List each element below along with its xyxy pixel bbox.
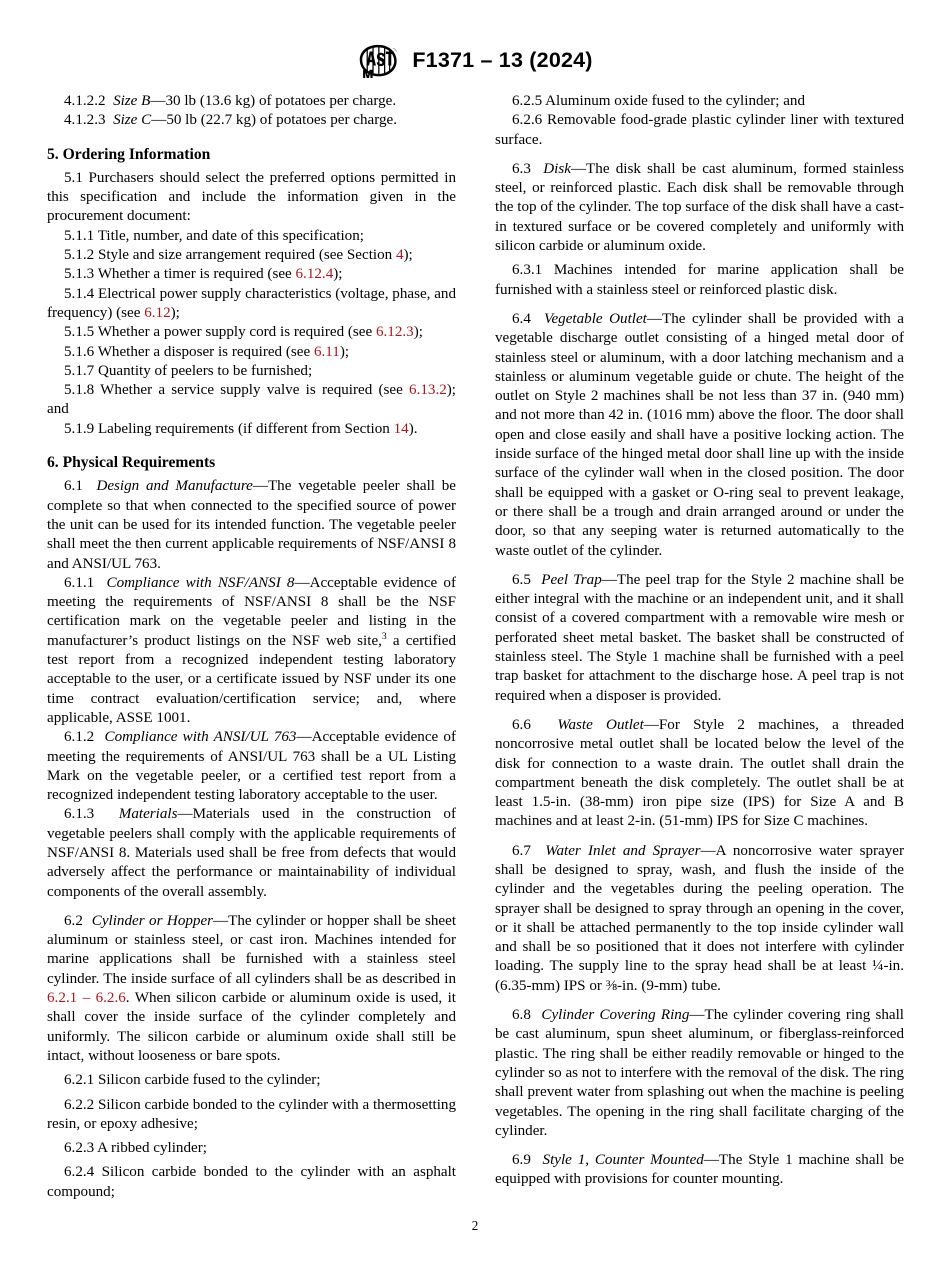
clause-text: 5.1.2 Style and size arrangement required (see Section xyxy=(64,247,396,264)
clause-term: Materials xyxy=(118,806,178,823)
paragraph-6-1-3 xyxy=(47,805,456,901)
clause-number: 6.4 xyxy=(512,310,531,327)
clause-body: —50 lb (22.7 kg) of potatoes per charge. xyxy=(151,112,397,129)
clause-text-tail: ); xyxy=(339,343,350,360)
clause-term: Compliance with ANSI/UL 763 xyxy=(104,729,297,746)
paragraph-6-4 xyxy=(495,310,904,561)
clause-body-part-b: a certified test report from a recognized independent testing laboratory acceptable to the user, or a certificate issued by NSF under its one time contract evaluation/certification service; and, where applicable, ASSE 1001. xyxy=(47,632,456,726)
spacer xyxy=(495,150,904,160)
spacer xyxy=(495,832,904,842)
left-column xyxy=(47,92,457,1200)
paragraph-4-1-2-3 xyxy=(47,111,456,130)
spacer xyxy=(47,902,456,912)
clause-body: —30 lb (13.6 kg) of potatoes per charge. xyxy=(150,93,397,109)
paragraph-6-1 xyxy=(47,477,456,573)
cross-reference-link[interactable]: 6.13.2 xyxy=(409,382,447,399)
clause-number: 6.2 xyxy=(64,912,83,929)
clause-term: Style 1, Counter Mounted xyxy=(542,1152,704,1169)
clause-number: 6.3 xyxy=(512,160,531,177)
page-footer xyxy=(0,1218,950,1234)
paragraph-5-1-2 xyxy=(47,246,456,265)
document-designation: F1371 – 13 (2024) xyxy=(412,48,593,73)
clause-term: Compliance with NSF/ANSI 8 xyxy=(106,574,295,591)
spacer xyxy=(495,996,904,1006)
paragraph-6-3-1: 6.3.1 Machines intended for marine application shall be furnished with a stainless steel or reinforced plastic disk. xyxy=(495,262,904,298)
clause-text-tail: ); xyxy=(413,324,423,341)
clause-body-part-a: —Acceptable evidence of meeting the requirements of NSF/ANSI 8 shall be the NSF certification mark on the vegetable peeler and listing in the manufacturer’s product listings on the NSF web site, xyxy=(47,574,456,649)
paragraph-5-1-9 xyxy=(47,420,456,439)
paragraph-6-8 xyxy=(495,1006,904,1141)
clause-number: 4.1.2.2 xyxy=(64,93,106,109)
paragraph-6-3 xyxy=(495,160,904,256)
clause-number: 6.6 xyxy=(512,716,531,733)
clause-body: —For Style 2 machines, a threaded noncorrosive metal outlet shall be located below the level of the disk for connection to a waste drain. The outlet shall drain the compartment beneath the disk completely. The outlet shall be at least 1.5-in. (38-mm) iron pipe size (IPS) for Size A and B machines and at least 2-in. (51-mm) IPS for Size C machines. xyxy=(495,716,904,830)
clause-number: 6.5 xyxy=(512,571,531,588)
clause-text: 5.1.8 Whether a service supply valve is required (see xyxy=(64,382,410,399)
right-column xyxy=(495,92,904,1192)
clause-body: —A noncorrosive water sprayer shall be designed to spray, wash, and flush the inside of the cylinder and the vegetables during the peeling operation. The sprayer shall be designed to spray through an opening in the cover, or it shall be attached permanently to the top inside cylinder wall and shall be so positioned that it does not interfere with cylinder loading. The supply line to the spray head shall be at least ¼-in. (6.35-mm) IPS or ⅜-in. (9-mm) tube. xyxy=(495,842,904,994)
paragraph-5-1-4 xyxy=(47,285,456,324)
clause-number: 6.8 xyxy=(512,1007,531,1024)
clause-body: —The peel trap for the Style 2 machine shall be either integral with the machine or an independent unit, and it shall consist of a covered compartment with a removable wire mesh or perforated sheet metal basket. The basket shall be constructed of stainless steel. The Style 1 machine shall be furnished with a peel trap basket for attachment to the discharge hose. A peel trap is not required when a disposer is provided. xyxy=(495,571,905,704)
footnote-marker[interactable]: 3 xyxy=(381,630,387,642)
clause-number: 6.7 xyxy=(512,842,531,859)
paragraph-5-1-8 xyxy=(47,381,456,420)
paragraph-6-2-4: 6.2.4 Silicon carbide bonded to the cylinder with an asphalt compound; xyxy=(47,1164,456,1200)
paragraph-6-5 xyxy=(495,571,904,706)
paragraph-5-1: 5.1 Purchasers should select the preferred options permitted in this specification and include the information given in the procurement document: xyxy=(47,169,456,225)
clause-term: Cylinder Covering Ring xyxy=(541,1007,690,1024)
spacer xyxy=(495,300,904,310)
paragraph-6-2 xyxy=(47,912,456,1066)
cross-reference-link[interactable]: 6.12.4 xyxy=(295,266,334,283)
spacer xyxy=(47,131,456,145)
clause-term: Peel Trap xyxy=(541,571,602,588)
paragraph-5-1-5 xyxy=(47,323,456,342)
spacer xyxy=(47,439,456,453)
paragraph-6-2-5: 6.2.5 Aluminum oxide fused to the cylinder; and xyxy=(512,93,806,109)
section-heading-5: 5. Ordering Information xyxy=(47,145,211,163)
clause-number: 4.1.2.3 xyxy=(64,112,106,129)
clause-text: 5.1.9 Labeling requirements (if different from Section xyxy=(64,420,394,437)
clause-term: Size B xyxy=(113,93,151,109)
clause-text-tail: ); xyxy=(170,304,180,321)
page-number: 2 xyxy=(471,1218,479,1233)
paragraph-6-7 xyxy=(495,842,904,996)
clause-term: Vegetable Outlet xyxy=(543,310,647,327)
cross-reference-link[interactable]: 6.12.3 xyxy=(375,324,414,341)
clause-term: Size C xyxy=(113,112,152,129)
paragraph-5-1-6 xyxy=(47,343,456,362)
cross-reference-link[interactable]: 6.11 xyxy=(313,343,340,360)
clause-term: Design and Manufacture xyxy=(96,478,253,495)
paragraph-4-1-2-2 xyxy=(47,92,456,111)
clause-number: 6.1.1 xyxy=(64,574,95,591)
paragraph-6-1-2 xyxy=(47,728,456,805)
clause-text: 5.1.6 Whether a disposer is required (see xyxy=(64,343,314,360)
spacer xyxy=(495,561,904,571)
page-header xyxy=(0,44,950,78)
paragraph-6-9 xyxy=(495,1151,904,1190)
clause-term: Water Inlet and Sprayer xyxy=(545,842,701,859)
clause-text-tail: ). xyxy=(408,420,418,437)
clause-text: 5.1.4 Electrical power supply characteristics (voltage, phase, and frequency) (see xyxy=(47,285,456,321)
paragraph-6-2-3: 6.2.3 A ribbed cylinder; xyxy=(64,1140,207,1157)
clause-number: 6.1.3 xyxy=(64,806,95,823)
astm-logo-icon xyxy=(357,44,399,78)
two-column-body xyxy=(47,92,905,1200)
clause-body: —Materials used in the construction of vegetable peelers shall comply with the applicable requirements of NSF/ANSI 8. Materials used shall be free from defects that would adversely affect the performance or maintainability of individual components of the overall assembly. xyxy=(47,806,457,900)
section-heading-6: 6. Physical Requirements xyxy=(47,454,216,472)
paragraph-6-6 xyxy=(495,716,904,832)
clause-body: —Acceptable evidence of meeting the requirements of ANSI/UL 763 shall be a UL Listing Mark on the vegetable peeler, or a certified test report from a recognized independent testing laboratory acceptable to the user. xyxy=(47,729,456,804)
clause-body: —The vegetable peeler shall be complete so that when connected to the specified source of power the unit can be used for its intended function. The vegetable peeler shall meet the then current applicable requirements of NSF/ANSI 8 and ANSI/UL 763. xyxy=(47,478,456,572)
paragraph-5-1-1: 5.1.1 Title, number, and date of this specification; xyxy=(64,227,364,244)
clause-text-tail: ); and xyxy=(47,382,456,418)
clause-term: Disk xyxy=(543,160,571,177)
paragraph-6-2-2: 6.2.2 Silicon carbide bonded to the cylinder with a thermosetting resin, or epoxy adhesive; xyxy=(47,1096,456,1132)
paragraph-5-1-3 xyxy=(47,265,456,284)
clause-term: Cylinder or Hopper xyxy=(91,912,214,929)
cross-reference-link[interactable]: 4 xyxy=(395,247,404,264)
cross-reference-link[interactable]: 14 xyxy=(393,420,409,437)
clause-number: 6.1 xyxy=(64,478,83,495)
clause-body: —The Style 1 machine shall be equipped with provisions for counter mounting. xyxy=(495,1152,904,1188)
clause-term: Waste Outlet xyxy=(557,716,644,733)
paragraph-5-1-7: 5.1.7 Quantity of peelers to be furnished; xyxy=(64,362,313,379)
cross-reference-link[interactable]: 6.2.1 – 6.2.6 xyxy=(47,990,126,1007)
clause-number: 6.1.2 xyxy=(64,729,95,746)
cross-reference-link[interactable]: 6.12 xyxy=(144,304,171,321)
paragraph-6-1-1 xyxy=(47,574,456,728)
clause-body: —The disk shall be cast aluminum, formed stainless steel, or reinforced plastic. Each disk shall be removable through the top of the cylinder. The top surface of the disk shall have a cast-in textured surface or be covered completely and uniformly with silicon carbide or aluminum oxide. xyxy=(495,160,905,255)
spacer xyxy=(495,1141,904,1151)
paragraph-6-2-1: 6.2.1 Silicon carbide fused to the cylinder; xyxy=(64,1072,321,1089)
spacer xyxy=(495,706,904,716)
clause-body-part-b: . When silicon carbide or aluminum oxide is used, it shall cover the inside surface of the cylinder completely and uniformly. The silicon carbide or aluminum oxide shall still be intact, without looseness or bare spots. xyxy=(47,990,457,1064)
clause-number: 6.9 xyxy=(512,1152,531,1169)
paragraph-6-2-6: 6.2.6 Removable food-grade plastic cylinder liner with textured surface. xyxy=(495,112,904,148)
clause-text: 5.1.5 Whether a power supply cord is required (see xyxy=(64,324,376,341)
clause-text: 5.1.3 Whether a timer is required (see xyxy=(64,266,296,283)
clause-text-tail: ); xyxy=(333,266,343,283)
clause-body-part-a: —The cylinder or hopper shall be sheet aluminum or stainless steel, or cast iron. Machines intended for marine applications shall be furnished with a stainless steel cylinder. The inside surface of all cylinders shall be as described in xyxy=(47,912,457,987)
clause-body: —The cylinder shall be provided with a vegetable discharge outlet consisting of a hinged metal door of stainless steel or aluminum, with a door latching mechanism and a stainless or aluminum vegetable guide or chute. The height of the outlet on Style 2 machines shall be not less than 37 in. (940 mm) and not more than 42 in. (1016 mm) above the floor. The door shall open and close easily and shall have a positive locking action. The inside surface of the hinged metal door shall line up with the inside surface of the cylinder wall when in the closed position. The door shall be equipped with a gasket or O-ring seal to prevent leakage, or there shall be a trough and drain arranged around or under the door, so that any seeping water is returned automatically to the waste outlet of the cylinder. xyxy=(495,310,904,559)
clause-body: —The cylinder covering ring shall be cast aluminum, spun sheet aluminum, or fiberglass-reinforced plastic. The ring shall be either readily removable or hinged to the cylinder so as not to interfere with the removal of the disk. The ring shall prevent water from splashing out when the machine is peeling vegetables. The opening in the ring shall facilitate charging of the cylinder. xyxy=(495,1007,904,1139)
clause-text-tail: ); xyxy=(403,247,413,264)
